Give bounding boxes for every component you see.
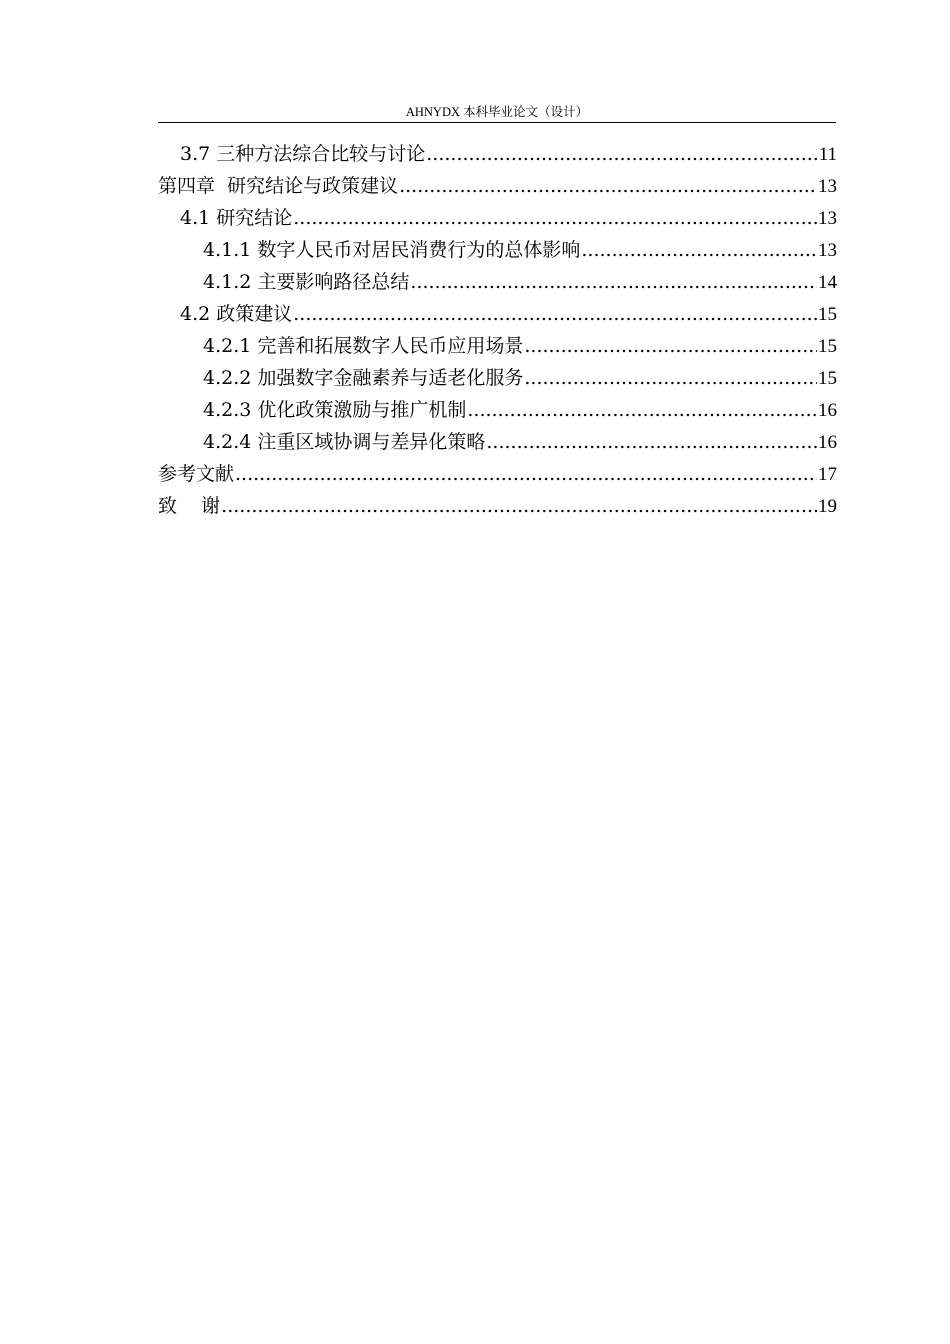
toc-dot-leader [293, 202, 817, 234]
toc-entry[interactable] [158, 490, 837, 522]
toc-page-number: 19 [818, 496, 837, 517]
toc-dot-leader [486, 426, 817, 458]
toc-dot-leader [524, 362, 817, 394]
toc-dot-leader [524, 330, 817, 362]
toc-dot-leader [399, 170, 817, 202]
toc-page-number: 14 [818, 272, 837, 293]
toc-entry[interactable] [158, 298, 837, 330]
running-header: AHNYDX 本科毕业论文（设计） [158, 103, 836, 123]
toc-entry[interactable] [158, 330, 837, 362]
toc-dot-leader [467, 394, 817, 426]
toc-page-number: 16 [818, 400, 837, 421]
toc-entry[interactable] [158, 458, 837, 490]
toc-entry-title: 4.2.1 完善和拓展数字人民币应用场景 [203, 335, 524, 357]
toc-entry-title: 4.2.2 加强数字金融素养与适老化服务 [203, 367, 524, 389]
toc-dot-leader [426, 138, 817, 170]
toc-entry-title: 3.7 三种方法综合比较与讨论 [180, 143, 426, 165]
toc-entry-title: 4.1.1 数字人民币对居民消费行为的总体影响 [203, 239, 581, 261]
toc-page-number: 13 [818, 176, 837, 197]
toc-dot-leader [235, 458, 817, 490]
toc-entry[interactable] [158, 138, 837, 170]
toc-entry-title: 第四章 研究结论与政策建议 [158, 175, 399, 197]
toc-page-number: 11 [818, 144, 837, 165]
toc-entry-title: 4.2 政策建议 [180, 303, 293, 325]
toc-entry-title: 4.1 研究结论 [180, 207, 293, 229]
toc-page-number: 15 [818, 336, 837, 357]
toc-entry-title: 4.2.3 优化政策激励与推广机制 [203, 399, 467, 421]
toc-entry-title: 4.1.2 主要影响路径总结 [203, 271, 410, 293]
toc-dot-leader [221, 490, 817, 522]
toc-page-number: 13 [818, 240, 837, 261]
toc-entry[interactable] [158, 394, 837, 426]
toc-entry[interactable] [158, 170, 837, 202]
toc-dot-leader [293, 298, 817, 330]
toc-entry-title: 致 谢 [158, 495, 221, 517]
toc-page-number: 16 [818, 432, 837, 453]
toc-dot-leader [410, 266, 817, 298]
toc-page-number: 15 [818, 304, 837, 325]
toc-entry[interactable] [158, 266, 837, 298]
toc-entry[interactable] [158, 426, 837, 458]
table-of-contents [158, 138, 837, 522]
toc-entry[interactable] [158, 234, 837, 266]
toc-entry-title: 4.2.4 注重区域协调与差异化策略 [203, 431, 486, 453]
toc-page-number: 13 [818, 208, 837, 229]
toc-entry[interactable] [158, 362, 837, 394]
toc-page-number: 15 [818, 368, 837, 389]
toc-entry[interactable] [158, 202, 837, 234]
toc-dot-leader [581, 234, 817, 266]
toc-entry-title: 参考文献 [158, 463, 235, 485]
toc-page-number: 17 [818, 464, 837, 485]
